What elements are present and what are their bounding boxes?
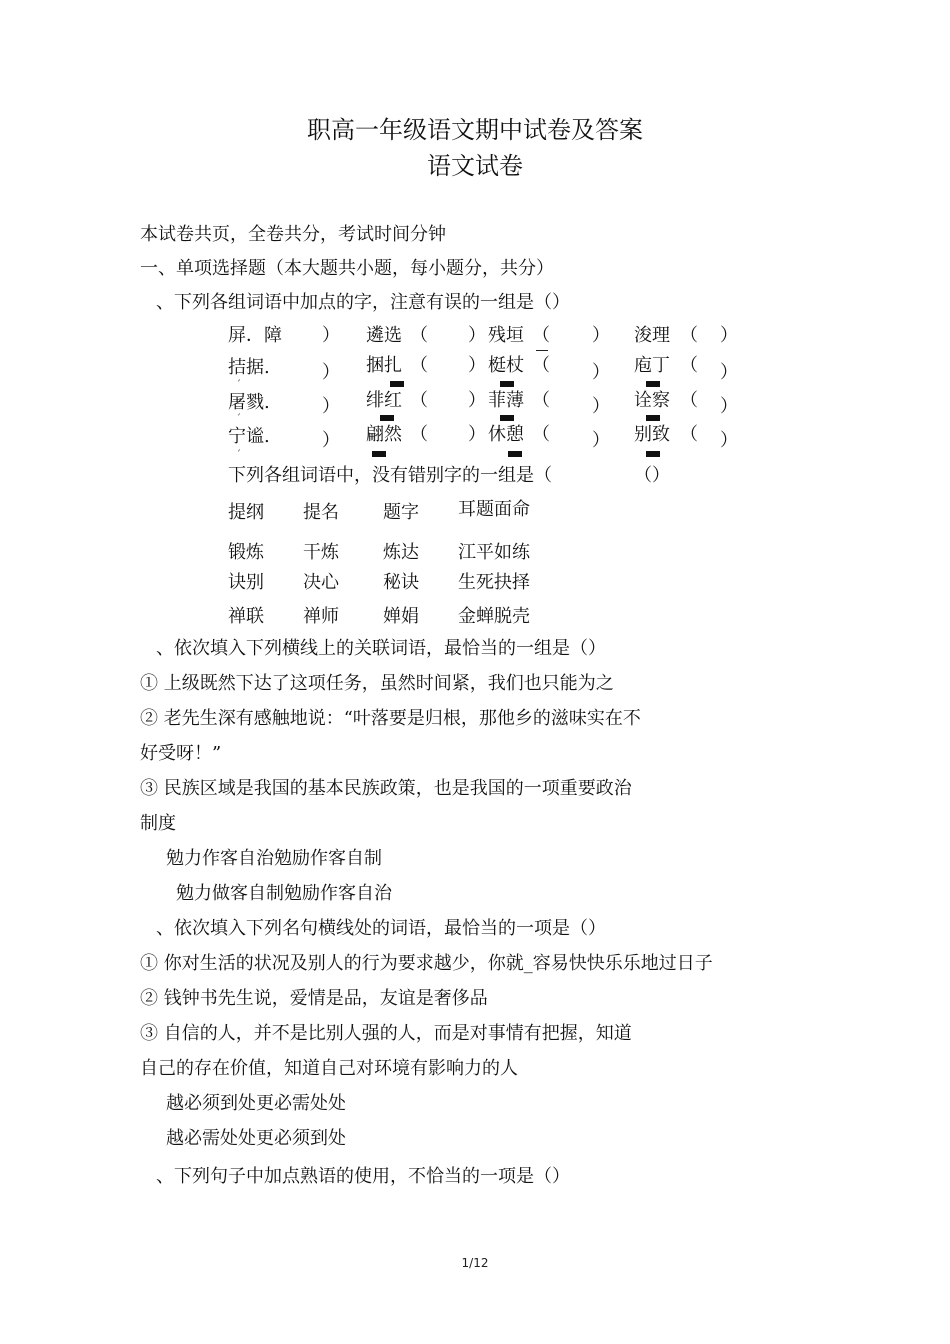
q2-option-word: 炼达 [383,542,419,563]
q3-option: 勉力作客自治勉励作客自制 [166,848,382,869]
q3-sentence-3-cont: 制度 [140,813,176,834]
q1-paren: （ [410,355,428,376]
q4-option: 越必需处处更必须到处 [166,1128,346,1149]
document-subtitle: 语文试卷 [427,152,523,180]
emphasis-mark [372,451,386,457]
q1-paren: ） [468,424,486,445]
q2-option-word: 提纲 [228,502,264,523]
q1-word: 绯红 [366,390,402,411]
emphasis-mark [380,415,394,421]
q1-word: 梃杖 [488,355,524,376]
overline-mark [536,350,548,351]
q1-word: 残垣 [488,325,524,346]
q2-option-word: 决心 [303,572,339,593]
question-4-stem: 、依次填入下列名句横线处的词语，最恰当的一项是（） [156,918,606,939]
q1-paren: （ [680,325,698,346]
section-heading: 一、单项选择题（本大题共小题，每小题分，共分） [140,258,554,279]
q1-paren: ） [468,325,486,346]
q2-option-word: 秘诀 [383,572,419,593]
q3-sentence-3: ③ 民族区域是我国的基本民族政策，也是我国的一项重要政治 [140,778,632,799]
q1-paren: （ [532,424,550,445]
q1-paren: （ [410,325,428,346]
q2-option-word: 婵娟 [383,606,419,627]
question-1-stem: 、下列各组词语中加点的字，注意有误的一组是（） [156,292,570,313]
q2-option-word: 禅联 [228,606,264,627]
q1-paren: ） [720,430,738,451]
emphasis-mark [500,381,514,387]
q1-paren: （ [532,325,550,346]
q1-paren: ） [322,396,340,417]
q4-sentence-3-cont: 自己的存在价值，知道自己对环境有影响力的人 [140,1058,518,1079]
q1-paren: （ [532,390,550,411]
tone-mark: ˊ [236,414,241,425]
question-2-answer-paren: （） [634,465,670,486]
q1-paren: ） [720,362,738,383]
emphasis-mark [390,381,404,387]
q1-word: 别致 [634,424,670,445]
tone-mark: ˊ [236,380,241,391]
q2-option-word: 耳题面命 [458,499,530,520]
tone-mark: ˊ [236,450,241,461]
q1-paren: （ [410,390,428,411]
q2-option-word: 诀别 [228,572,264,593]
q1-paren: ） [720,396,738,417]
q2-option-word: 禅师 [303,606,339,627]
q1-paren: （ [410,424,428,445]
q1-word: 浚理 [634,325,670,346]
q1-word: 遴选 [366,325,402,346]
q2-option-word: 生死抉择 [458,572,530,593]
q1-paren: （ [680,424,698,445]
q1-word: 屏．障 [228,325,282,346]
emphasis-mark [646,381,660,387]
q1-word: 菲薄 [488,390,524,411]
question-2-stem: 下列各组词语中，没有错别字的一组是（ [228,465,552,486]
emphasis-mark [508,451,522,457]
emphasis-mark [646,451,660,457]
q2-option-word: 江平如练 [458,542,530,563]
emphasis-mark [500,415,514,421]
q1-paren: ） [322,362,340,383]
q1-word: 翩然 [366,424,402,445]
q4-option: 越必须到处更必需处处 [166,1093,346,1114]
q2-option-word: 锻炼 [228,542,264,563]
exam-intro: 本试卷共页，全卷共分，考试时间分钟 [140,224,446,245]
q1-paren: （ [680,355,698,376]
q3-option: 勉力做客自制勉励作客自治 [176,883,392,904]
q2-option-word: 金蝉脱壳 [458,606,530,627]
q4-sentence-3: ③ 自信的人，并不是比别人强的人，而是对事情有把握，知道 [140,1023,632,1044]
q1-word: 休憩 [488,424,524,445]
document-title: 职高一年级语文期中试卷及答案 [307,116,643,144]
question-5-stem: 、下列句子中加点熟语的使用，不恰当的一项是（） [156,1166,570,1187]
q1-paren: （ [532,355,550,376]
q2-option-word: 提名 [303,502,339,523]
q1-paren: ） [322,430,340,451]
question-3-stem: 、依次填入下列横线上的关联词语，最恰当的一组是（） [156,638,606,659]
page-number: 1/12 [461,1256,489,1270]
q1-paren: ） [720,325,738,346]
q2-option-word: 干炼 [303,542,339,563]
q1-paren: ） [592,430,610,451]
emphasis-mark [646,415,660,421]
q1-paren: ） [468,355,486,376]
q1-paren: ） [592,325,610,346]
q1-word: 庖丁 [634,355,670,376]
q3-sentence-2-cont: 好受呀！” [140,743,222,764]
q4-sentence-2: ② 钱钟书先生说，爱情是品，友谊是奢侈品 [140,988,488,1009]
q1-word: 诠察 [634,390,670,411]
q1-paren: ） [592,362,610,383]
q4-sentence-1: ① 你对生活的状况及别人的行为要求越少，你就_容易快快乐乐地过日子 [140,953,713,974]
q1-word: 屠戮. [228,392,270,413]
q1-paren: （ [680,390,698,411]
q2-option-word: 题字 [383,502,419,523]
q1-word: 宁谧. [228,426,270,447]
q1-paren: ） [322,325,340,346]
q1-word: 拮据. [228,357,270,378]
q3-sentence-1: ① 上级既然下达了这项任务，虽然时间紧，我们也只能为之 [140,673,614,694]
q1-paren: ） [592,396,610,417]
q3-sentence-2: ② 老先生深有感触地说：“叶落要是归根，那他乡的滋味实在不 [140,708,641,729]
q1-word: 捆扎 [366,355,402,376]
q1-paren: ） [468,390,486,411]
